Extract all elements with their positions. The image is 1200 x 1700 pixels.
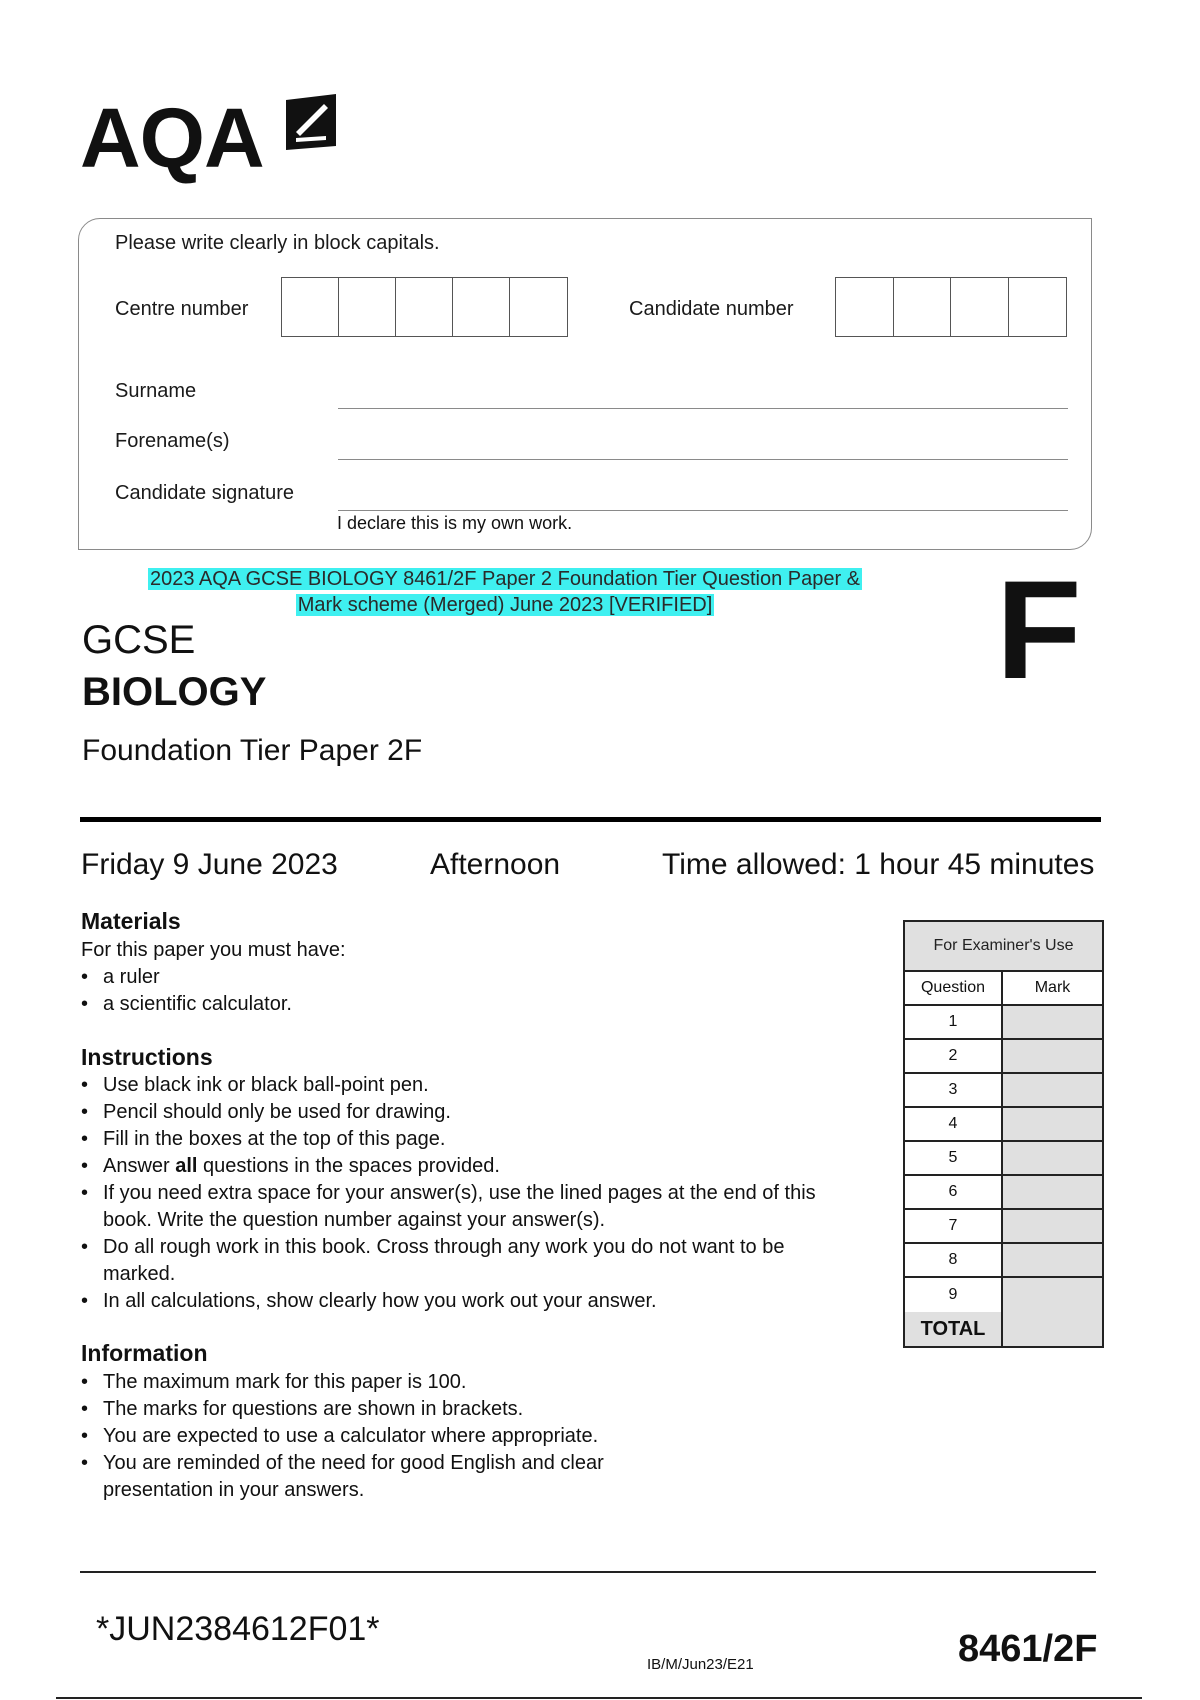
candidate-number-box[interactable] <box>951 278 1009 336</box>
mark-cell <box>1003 1244 1102 1276</box>
question-number-cell: 1 <box>905 1006 1003 1038</box>
aqa-logo: AQA <box>80 91 264 185</box>
mark-cell <box>1003 1074 1102 1106</box>
emphasis-all: all <box>175 1155 198 1177</box>
list-item: • The marks for questions are shown in brackets. <box>81 1396 641 1423</box>
mark-cell <box>1003 1176 1102 1208</box>
candidate-number-box[interactable] <box>836 278 894 336</box>
instructions-list <box>81 1072 871 1315</box>
total-row <box>905 1312 1102 1346</box>
tier-paper-title: Foundation Tier Paper 2F <box>82 734 423 767</box>
list-item: • Do all rough work in this book. Cross through any work you do not want to be marked. <box>81 1234 793 1288</box>
subject-title: BIOLOGY <box>82 670 267 714</box>
barcode-text: *JUN2384612F01* <box>96 1610 380 1648</box>
question-number-cell: 9 <box>905 1278 1003 1312</box>
centre-number-box[interactable] <box>453 278 510 336</box>
question-number-cell: 4 <box>905 1108 1003 1140</box>
list-item: • In all calculations, show clearly how you work out your answer. <box>81 1288 871 1315</box>
list-item: • If you need extra space for your answer(s), use the lined pages at the end of this book. Write the question number against your answer(s). <box>81 1180 863 1234</box>
examiners-use-title: For Examiner's Use <box>905 922 1102 972</box>
signature-label: Candidate signature <box>115 482 295 504</box>
table-row <box>905 1142 1102 1176</box>
examiners-table-header-row <box>905 972 1102 1006</box>
mark-cell <box>1003 1142 1102 1174</box>
materials-list <box>81 964 681 1018</box>
centre-number-boxes[interactable] <box>281 277 568 337</box>
centre-number-box[interactable] <box>339 278 396 336</box>
page-bottom-rule <box>56 1697 1142 1699</box>
footer-divider <box>80 1571 1096 1573</box>
candidate-number-box[interactable] <box>894 278 952 336</box>
mark-column-header: Mark <box>1003 972 1102 1004</box>
table-row <box>905 1108 1102 1142</box>
list-item: • Pencil should only be used for drawing. <box>81 1099 871 1126</box>
paper-code: 8461/2F <box>958 1628 1098 1670</box>
list-item: • You are reminded of the need for good English and clear presentation in your answers. <box>81 1450 623 1504</box>
qualification-title: GCSE <box>82 618 196 662</box>
time-allowed: Time allowed: 1 hour 45 minutes <box>662 848 1095 881</box>
table-row <box>905 1074 1102 1108</box>
mark-cell <box>1003 1278 1102 1312</box>
list-item: • Use black ink or black ball-point pen. <box>81 1072 871 1099</box>
centre-number-box[interactable] <box>396 278 453 336</box>
tier-letter: F <box>996 551 1082 708</box>
candidate-number-label: Candidate number <box>629 298 794 320</box>
table-row <box>905 1040 1102 1074</box>
table-row <box>905 1176 1102 1210</box>
question-column-header: Question <box>905 972 1003 1004</box>
centre-number-label: Centre number <box>115 298 249 320</box>
question-number-cell: 3 <box>905 1074 1003 1106</box>
surname-line[interactable] <box>338 408 1068 409</box>
forenames-label: Forename(s) <box>115 430 230 452</box>
question-number-cell: 8 <box>905 1244 1003 1276</box>
highlighted-title-banner <box>100 566 910 618</box>
question-number-cell: 6 <box>905 1176 1003 1208</box>
mark-cell <box>1003 1108 1102 1140</box>
instructions-heading: Instructions <box>81 1044 213 1070</box>
information-heading: Information <box>81 1340 208 1366</box>
banner-line-1: 2023 AQA GCSE BIOLOGY 8461/2F Paper 2 Foundation Tier Question Paper & <box>149 568 861 590</box>
information-list <box>81 1369 641 1504</box>
table-row <box>905 1244 1102 1278</box>
forenames-line[interactable] <box>338 459 1068 460</box>
centre-number-box[interactable] <box>510 278 567 336</box>
list-item: • The maximum mark for this paper is 100. <box>81 1369 641 1396</box>
materials-intro: For this paper you must have: <box>81 939 346 961</box>
table-row <box>905 1006 1102 1040</box>
declaration-text: I declare this is my own work. <box>337 513 573 533</box>
candidate-number-boxes[interactable] <box>835 277 1067 337</box>
total-label: TOTAL <box>905 1312 1003 1346</box>
list-item: • a ruler <box>81 964 681 991</box>
question-number-cell: 5 <box>905 1142 1003 1174</box>
mark-cell <box>1003 1210 1102 1242</box>
table-row <box>905 1210 1102 1244</box>
exam-session: Afternoon <box>430 848 561 881</box>
banner-line-2: Mark scheme (Merged) June 2023 [VERIFIED] <box>297 594 713 616</box>
exam-date: Friday 9 June 2023 <box>81 848 338 881</box>
document-reference: IB/M/Jun23/E21 <box>647 1656 754 1673</box>
list-item: • Answer all questions in the spaces provided. <box>81 1153 871 1180</box>
title-divider <box>80 817 1101 822</box>
materials-heading: Materials <box>81 908 181 934</box>
examiners-use-table <box>903 920 1104 1348</box>
signature-line[interactable] <box>338 510 1068 511</box>
total-mark-cell <box>1003 1312 1102 1346</box>
question-number-cell: 7 <box>905 1210 1003 1242</box>
list-item: • Fill in the boxes at the top of this page. <box>81 1126 871 1153</box>
block-capitals-instruction: Please write clearly in block capitals. <box>115 232 440 254</box>
list-item: • a scientific calculator. <box>81 991 681 1018</box>
question-number-cell: 2 <box>905 1040 1003 1072</box>
aqa-logo-mark-icon <box>282 92 340 152</box>
mark-cell <box>1003 1006 1102 1038</box>
surname-label: Surname <box>115 380 197 402</box>
table-row <box>905 1278 1102 1312</box>
mark-cell <box>1003 1040 1102 1072</box>
list-item: • You are expected to use a calculator where appropriate. <box>81 1423 641 1450</box>
candidate-number-box[interactable] <box>1009 278 1067 336</box>
centre-number-box[interactable] <box>282 278 339 336</box>
